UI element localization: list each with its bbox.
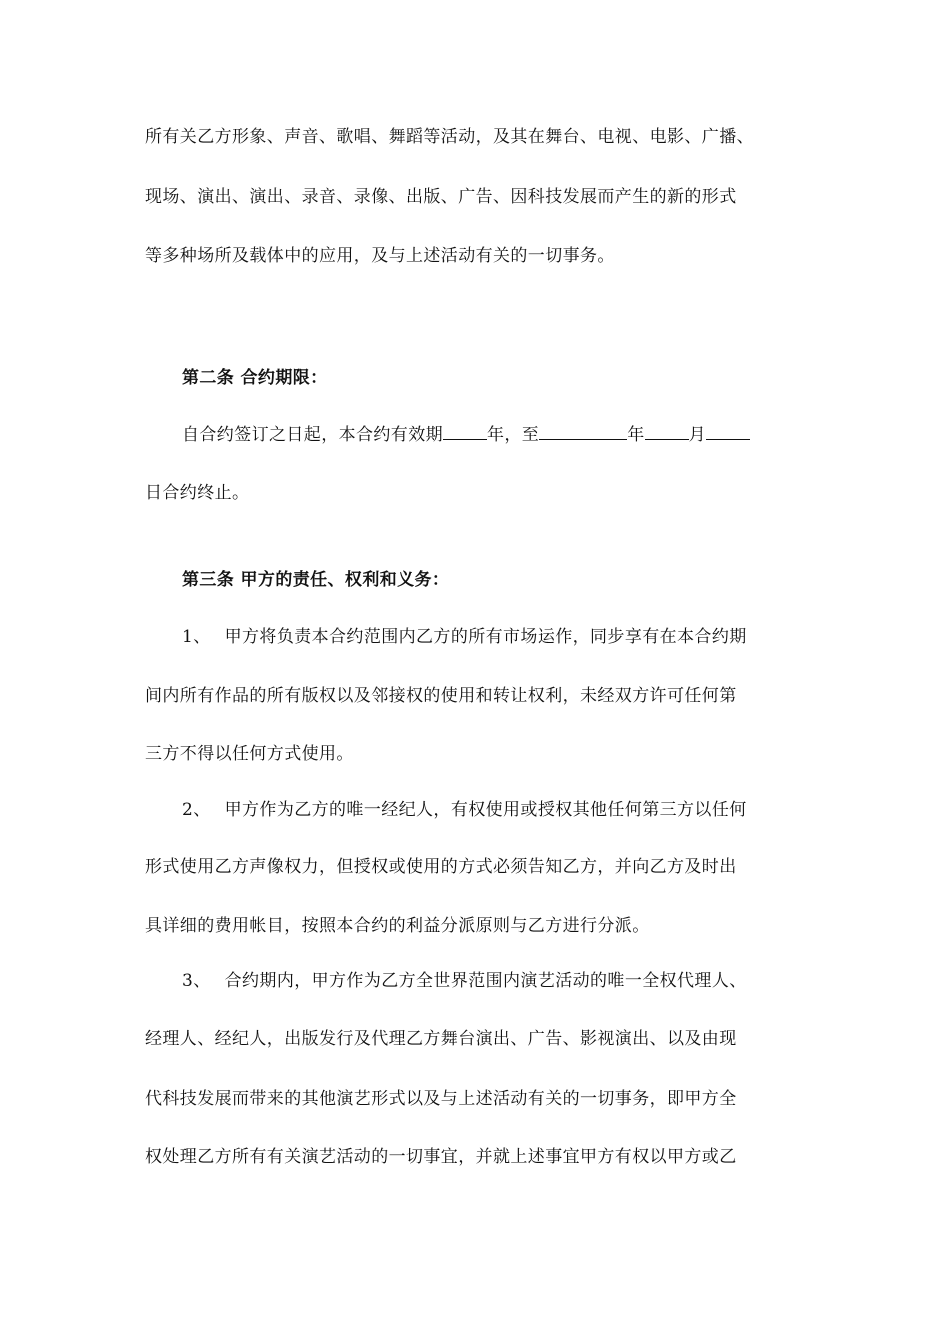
blank-end-day <box>706 423 750 440</box>
article3-item2-line-1 <box>182 799 747 821</box>
article3-item1-line-3: 三方不得以任何方式使用。 <box>145 744 354 764</box>
blank-end-month <box>645 423 689 440</box>
para1-line-3: 等多种场所及载体中的应用，及与上述活动有关的一切事务。 <box>145 246 615 266</box>
article3-item2-line-2: 形式使用乙方声像权力，但授权或使用的方式必须告知乙方，并向乙方及时出 <box>145 857 737 877</box>
article2-term-text-1: 自合约签订之日起，本合约有效期 <box>182 425 443 445</box>
blank-years <box>443 423 487 440</box>
para1-line-2: 现场、演出、演出、录音、录像、出版、广告、因科技发展而产生的新的形式 <box>145 187 737 207</box>
article3-item3-line-3: 代科技发展而带来的其他演艺形式以及与上述活动有关的一切事务，即甲方全 <box>145 1089 737 1109</box>
article3-item3-line-2: 经理人、经纪人，出版发行及代理乙方舞台演出、广告、影视演出、以及由现 <box>145 1029 737 1049</box>
article3-item3-line-4: 权处理乙方所有有关演艺活动的一切事宜，并就上述事宜甲方有权以甲方或乙 <box>145 1147 737 1167</box>
article3-heading: 第三条 甲方的责任、权利和义务： <box>182 570 450 590</box>
article3-item2-line-3: 具详细的费用帐目，按照本合约的利益分派原则与乙方进行分派。 <box>145 916 650 936</box>
item3-number: 3、 <box>182 971 211 991</box>
article2-heading: 第二条 合约期限： <box>182 368 328 388</box>
article3-item3-line-1 <box>182 970 747 992</box>
article2-term-line-2: 日合约终止。 <box>145 483 250 503</box>
para1-line-1: 所有关乙方形象、声音、歌唱、舞蹈等活动，及其在舞台、电视、电影、广播、 <box>145 127 754 147</box>
item3-text-1: 合约期内，甲方作为乙方全世界范围内演艺活动的唯一全权代理人、 <box>224 971 747 991</box>
blank-end-year <box>539 423 627 440</box>
article2-term-text-3: 年 <box>627 425 645 445</box>
item1-number: 1、 <box>182 627 211 647</box>
article3-item1-line-2: 间内所有作品的所有版权以及邻接权的使用和转让权利，未经双方许可任何第 <box>145 686 737 706</box>
item1-text-1: 甲方将负责本合约范围内乙方的所有市场运作，同步享有在本合约期 <box>224 627 747 647</box>
article2-term-text-4: 月 <box>688 425 707 445</box>
item2-text-1: 甲方作为乙方的唯一经纪人，有权使用或授权其他任何第三方以任何 <box>224 800 747 820</box>
item2-number: 2、 <box>182 800 211 820</box>
article2-term-line <box>182 423 750 446</box>
article3-item1-line-1 <box>182 626 747 648</box>
article2-term-text-2: 年，至 <box>487 425 540 445</box>
